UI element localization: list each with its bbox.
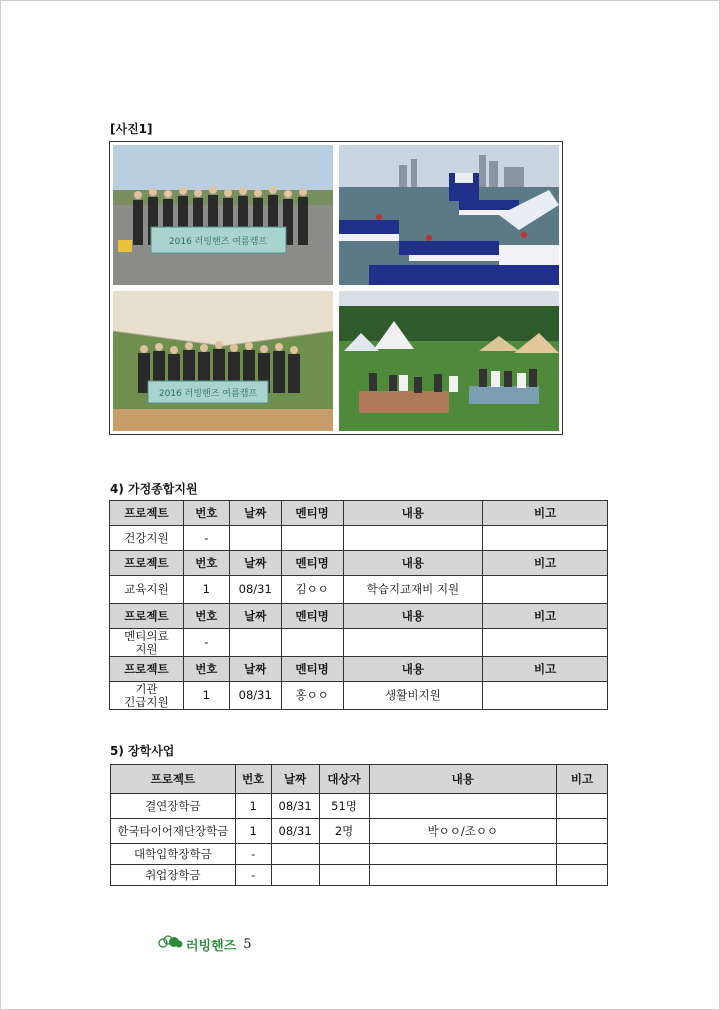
table-row bbox=[111, 865, 608, 886]
cell-project: 취업장학금 bbox=[111, 865, 236, 886]
header-date: 날짜 bbox=[271, 765, 319, 794]
cell-note bbox=[483, 629, 608, 657]
header-mentee: 멘티명 bbox=[281, 657, 343, 682]
cell-note bbox=[557, 794, 608, 819]
header-note: 비고 bbox=[483, 551, 608, 576]
header-project: 프로젝트 bbox=[111, 765, 236, 794]
header-project: 프로젝트 bbox=[110, 501, 184, 526]
cell-number: - bbox=[183, 526, 229, 551]
cell-date bbox=[271, 865, 319, 886]
header-number: 번호 bbox=[183, 657, 229, 682]
header-content: 내용 bbox=[343, 657, 483, 682]
header-number: 번호 bbox=[183, 551, 229, 576]
photo-caption: [사진1] bbox=[110, 122, 153, 136]
cell-target bbox=[319, 865, 369, 886]
header-content: 내용 bbox=[343, 604, 483, 629]
header-note: 비고 bbox=[483, 604, 608, 629]
table-header-row bbox=[111, 765, 608, 794]
photo-grid bbox=[109, 141, 563, 435]
page-number: 5 bbox=[243, 936, 252, 952]
cell-content bbox=[343, 629, 483, 657]
cell-note bbox=[557, 819, 608, 844]
cell-number: - bbox=[235, 865, 271, 886]
cell-date: 08/31 bbox=[229, 682, 281, 710]
cell-number: - bbox=[183, 629, 229, 657]
table-row bbox=[110, 682, 608, 710]
section-4-title: 4) 가정종합지원 bbox=[110, 482, 198, 496]
cell-project: 한국타이어재단장학금 bbox=[111, 819, 236, 844]
cell-content: 생활비지원 bbox=[343, 682, 483, 710]
table-row bbox=[110, 629, 608, 657]
photo-water-park bbox=[336, 142, 562, 288]
header-target: 대상자 bbox=[319, 765, 369, 794]
cell-content bbox=[343, 526, 483, 551]
cell-date bbox=[271, 844, 319, 865]
header-project: 프로젝트 bbox=[110, 551, 184, 576]
table-row bbox=[110, 526, 608, 551]
banner-text: 2016 러빙핸즈 여름캠프 bbox=[158, 389, 258, 399]
cell-number: 1 bbox=[183, 576, 229, 604]
scholarship-table bbox=[110, 764, 608, 886]
cell-project: 멘티의료 지원 bbox=[110, 629, 184, 657]
cell-content bbox=[369, 844, 557, 865]
table-row bbox=[111, 844, 608, 865]
header-number: 번호 bbox=[183, 501, 229, 526]
table-row bbox=[111, 819, 608, 844]
cell-date bbox=[229, 629, 281, 657]
clover-logo-icon bbox=[157, 934, 183, 954]
header-content: 내용 bbox=[369, 765, 557, 794]
cell-target: 51명 bbox=[319, 794, 369, 819]
cell-mentee bbox=[281, 629, 343, 657]
header-number: 번호 bbox=[235, 765, 271, 794]
header-mentee: 멘티명 bbox=[281, 501, 343, 526]
section-5-title: 5) 장학사업 bbox=[110, 744, 175, 758]
header-date: 날짜 bbox=[229, 501, 281, 526]
header-content: 내용 bbox=[343, 501, 483, 526]
cell-note bbox=[557, 865, 608, 886]
header-number: 번호 bbox=[183, 604, 229, 629]
banner-text: 2016 러빙핸즈 여름캠프 bbox=[168, 237, 268, 247]
cell-date bbox=[229, 526, 281, 551]
cell-date: 08/31 bbox=[271, 794, 319, 819]
cell-content bbox=[369, 865, 557, 886]
family-support-table bbox=[109, 500, 608, 710]
cell-number: 1 bbox=[235, 819, 271, 844]
photo-group-banner-outdoor bbox=[110, 142, 336, 288]
header-content: 내용 bbox=[343, 551, 483, 576]
header-date: 날짜 bbox=[229, 657, 281, 682]
logo-text: 러빙핸즈 bbox=[186, 938, 237, 954]
table-header-row bbox=[110, 604, 608, 629]
table-header-row bbox=[110, 501, 608, 526]
cell-content: 학습지교재비 지원 bbox=[343, 576, 483, 604]
cell-target: 2명 bbox=[319, 819, 369, 844]
cell-content: 박ㅇㅇ/조ㅇㅇ bbox=[369, 819, 557, 844]
cell-number: 1 bbox=[183, 682, 229, 710]
header-note: 비고 bbox=[483, 657, 608, 682]
header-project: 프로젝트 bbox=[110, 657, 184, 682]
cell-number: - bbox=[235, 844, 271, 865]
cell-project: 건강지원 bbox=[110, 526, 184, 551]
photo-group-banner-tent bbox=[110, 288, 336, 434]
page-footer bbox=[157, 934, 252, 954]
header-note: 비고 bbox=[557, 765, 608, 794]
table-header-row bbox=[110, 551, 608, 576]
cell-note bbox=[483, 576, 608, 604]
table-row bbox=[110, 576, 608, 604]
header-mentee: 멘티명 bbox=[281, 551, 343, 576]
cell-target bbox=[319, 844, 369, 865]
cell-mentee bbox=[281, 526, 343, 551]
header-mentee: 멘티명 bbox=[281, 604, 343, 629]
cell-project: 대학입학장학금 bbox=[111, 844, 236, 865]
cell-note bbox=[483, 526, 608, 551]
header-date: 날짜 bbox=[229, 551, 281, 576]
cell-date: 08/31 bbox=[271, 819, 319, 844]
header-note: 비고 bbox=[483, 501, 608, 526]
header-project: 프로젝트 bbox=[110, 604, 184, 629]
header-date: 날짜 bbox=[229, 604, 281, 629]
cell-note bbox=[557, 844, 608, 865]
cell-project: 기관 긴급지원 bbox=[110, 682, 184, 710]
cell-mentee: 홍ㅇㅇ bbox=[281, 682, 343, 710]
cell-note bbox=[483, 682, 608, 710]
table-header-row bbox=[110, 657, 608, 682]
cell-mentee: 김ㅇㅇ bbox=[281, 576, 343, 604]
cell-date: 08/31 bbox=[229, 576, 281, 604]
table-row bbox=[111, 794, 608, 819]
cell-project: 교육지원 bbox=[110, 576, 184, 604]
photo-picnic-tents bbox=[336, 288, 562, 434]
cell-number: 1 bbox=[235, 794, 271, 819]
cell-project: 결연장학금 bbox=[111, 794, 236, 819]
cell-content bbox=[369, 794, 557, 819]
